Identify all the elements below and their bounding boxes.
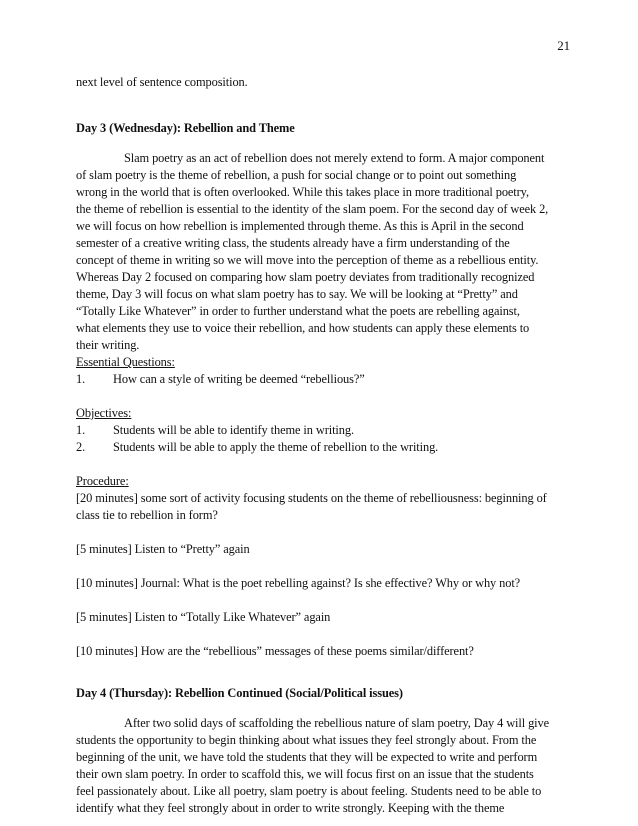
page-number: 21	[557, 38, 570, 53]
list-number: 2.	[76, 440, 86, 454]
procedure-item: [5 minutes] Listen to “Pretty” again	[76, 542, 250, 556]
paragraph-line: we will focus on how rebellion is implemented through theme. As this is April in the second	[76, 219, 524, 233]
procedure-line: class tie to rebellion in form?	[76, 508, 218, 522]
paragraph-line: their own slam poetry. In order to scaffold this, we will focus first on an issue that the students	[76, 767, 534, 781]
paragraph-line: their writing.	[76, 338, 140, 352]
paragraph-line: of slam poetry is the theme of rebellion, a push for social change or to point out something	[76, 168, 517, 182]
procedure-item: [10 minutes] Journal: What is the poet rebelling against? Is she effective? Why or why not?	[76, 576, 521, 590]
essential-question-item	[76, 371, 365, 388]
procedure-line: [20 minutes] some sort of activity focusing students on the theme of rebelliousness: beginning of	[76, 491, 547, 505]
paragraph-line: semester of a creative writing class, the students already have a firm understanding of the	[76, 236, 510, 250]
intro-line: next level of sentence composition.	[76, 75, 248, 89]
objective-item	[76, 439, 438, 456]
paragraph-line: students the opportunity to begin thinking about what issues they feel strongly about. From the	[76, 733, 537, 747]
paragraph-line: Slam poetry as an act of rebellion does not merely extend to form. A major component	[124, 151, 545, 165]
paragraph-line: identify what they feel strongly about in order to write strongly. Keeping with the theme	[76, 801, 505, 815]
paragraph-line: what elements they use to voice their rebellion, and how students can apply these elements to	[76, 321, 530, 335]
paragraph-line: theme, Day 3 will focus on what slam poetry has to say. We will be looking at “Pretty” and	[76, 287, 518, 301]
paragraph-line: “Totally Like Whatever” in order to further understand what the poets are rebelling against,	[76, 304, 520, 318]
procedure-label: Procedure:	[76, 474, 129, 488]
paragraph-line: wrong in the world that is often overlooked. While this takes place in more traditional poetry,	[76, 185, 529, 199]
day3-heading: Day 3 (Wednesday): Rebellion and Theme	[76, 121, 295, 135]
paragraph-line: After two solid days of scaffolding the rebellious nature of slam poetry, Day 4 will give	[124, 716, 550, 730]
paragraph-line: feel passionately about. Like all poetry, slam poetry is about feeling. Students need to be able to	[76, 784, 542, 798]
essential-questions-label: Essential Questions:	[76, 355, 175, 369]
paragraph-line: beginning of the unit, we have told the students that they will be expected to write and perform	[76, 750, 538, 764]
list-number: 1.	[76, 423, 86, 437]
objectives-label: Objectives:	[76, 406, 132, 420]
paragraph-line: Whereas Day 2 focused on comparing how slam poetry deviates from traditionally recognized	[76, 270, 535, 284]
paragraph-line: concept of theme in writing so we will move into the perception of theme as a rebellious entity.	[76, 253, 539, 267]
paragraph-line: the theme of rebellion is essential to the identity of the slam poem. For the second day of week 2,	[76, 202, 549, 216]
list-text: Students will be able to apply the theme of rebellion to the writing.	[113, 440, 439, 454]
objective-item	[76, 422, 354, 439]
list-text: How can a style of writing be deemed “rebellious?”	[113, 372, 365, 386]
list-text: Students will be able to identify theme in writing.	[113, 423, 354, 437]
procedure-item: [10 minutes] How are the “rebellious” messages of these poems similar/different?	[76, 644, 474, 658]
day4-heading: Day 4 (Thursday): Rebellion Continued (Social/Political issues)	[76, 686, 403, 700]
list-number: 1.	[76, 372, 86, 386]
procedure-item: [5 minutes] Listen to “Totally Like Whatever” again	[76, 610, 331, 624]
